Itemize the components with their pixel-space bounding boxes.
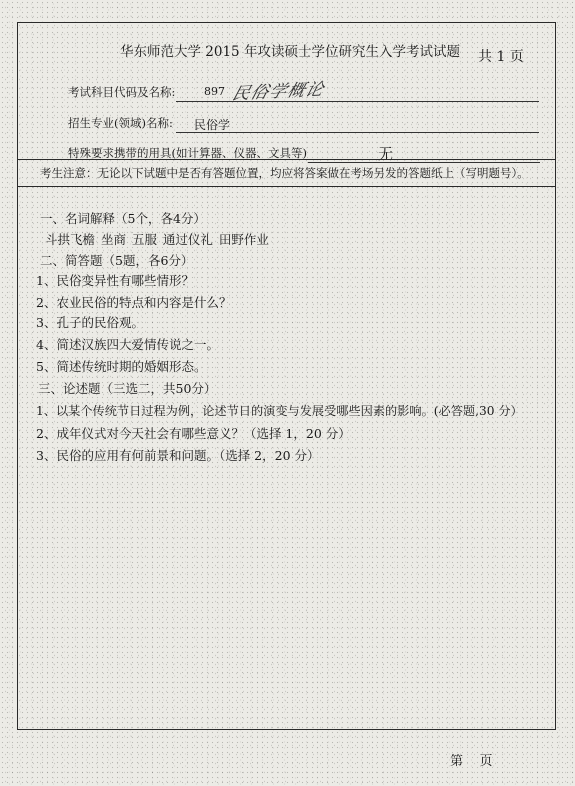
notice-text: 考生注意：无论以下试题中是否有答题位置，均应将答案做在考场另发的答题纸上（写明题号）。 bbox=[40, 166, 529, 180]
section-2-question-1: 1、民俗变异性有哪些情形？ bbox=[36, 273, 194, 288]
subject-name-handwritten: 民俗学概论 bbox=[229, 79, 327, 105]
section-1-terms: 斗拱飞檐 坐商 五服 通过仪礼 田野作业 bbox=[45, 232, 269, 247]
tools-label: 特殊要求携带的用具(如计算器、仪器、文具等) bbox=[68, 146, 307, 160]
section-2-question-5: 5、简述传统时期的婚姻形态。 bbox=[36, 359, 207, 374]
major-label: 招生专业(领域)名称: bbox=[68, 116, 173, 130]
tools-value: 无 bbox=[378, 145, 394, 163]
subject-underline bbox=[176, 101, 539, 102]
notice-bottom-rule bbox=[17, 186, 556, 187]
section-3-question-2: 2、成年仪式对今天社会有哪些意义？（选择 1，20 分） bbox=[36, 426, 351, 441]
major-value: 民俗学 bbox=[194, 118, 231, 132]
section-3-title: 三、论述题（三选二，共50分） bbox=[38, 381, 217, 396]
section-3-question-3: 3、民俗的应用有何前景和问题。（选择 2，20 分） bbox=[36, 448, 320, 463]
notice-top-rule bbox=[17, 159, 556, 160]
section-2-question-3: 3、孔子的民俗观。 bbox=[36, 315, 144, 330]
page-number-label: 第 页 bbox=[450, 754, 493, 769]
tools-underline bbox=[308, 162, 540, 163]
subject-label: 考试科目代码及名称: bbox=[68, 85, 176, 99]
subject-code: 897 bbox=[204, 85, 225, 98]
section-2-title: 二、简答题（5题，各6分） bbox=[40, 253, 194, 268]
section-1-title: 一、名词解释（5个，各4分） bbox=[40, 211, 206, 226]
exam-title: 华东师范大学 2015 年攻读硕士学位研究生入学考试试题 bbox=[120, 44, 460, 60]
section-2-question-4: 4、简述汉族四大爱情传说之一。 bbox=[36, 337, 219, 352]
section-2-question-2: 2、农业民俗的特点和内容是什么？ bbox=[36, 295, 232, 310]
major-underline bbox=[176, 132, 539, 133]
section-3-question-1: 1、以某个传统节日过程为例，论述节日的演变与发展受哪些因素的影响。(必答题,30 分） bbox=[36, 404, 523, 418]
total-pages: 共 1 页 bbox=[478, 49, 524, 65]
